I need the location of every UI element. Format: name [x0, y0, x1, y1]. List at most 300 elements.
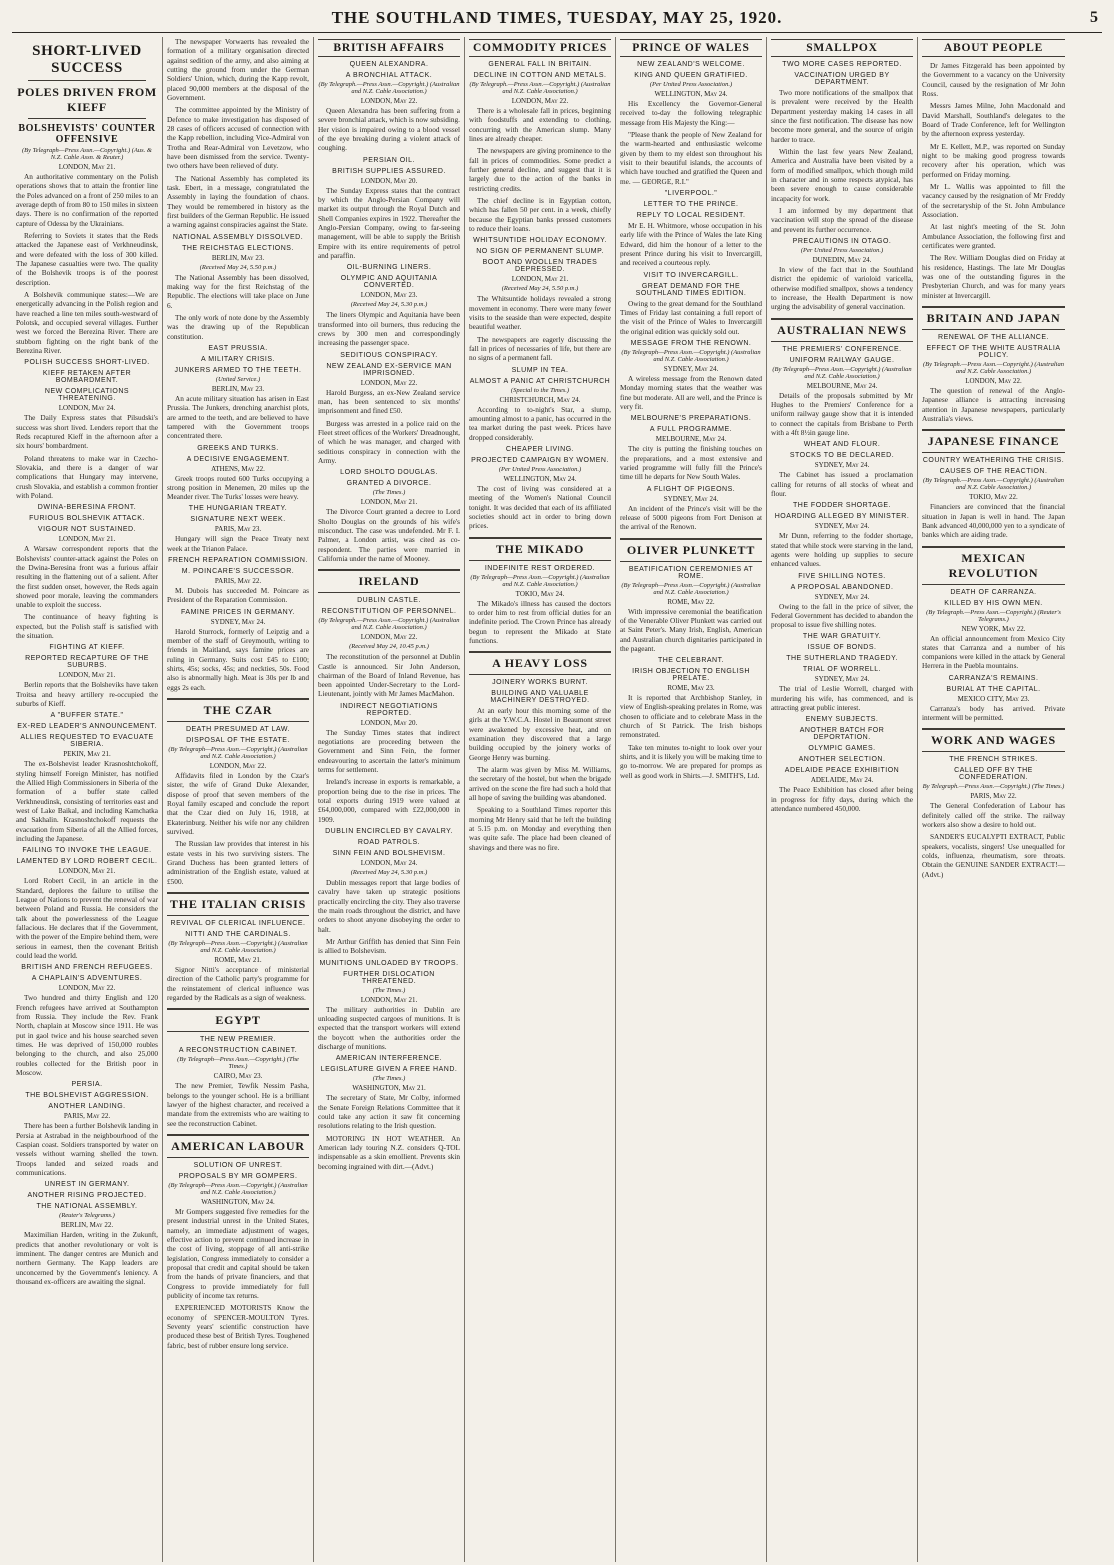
dateline: LONDON, May 23.: [360, 291, 418, 300]
article-paragraph: At an early hour this morning some of the girls at the Y.W.C.A. Hostel in Beaumont street were awakened by excessive heat, and on examination they discovered that a large building occupied by the joinery works of George Henry was burning.: [469, 706, 611, 762]
dateline: SYDNEY, May 24.: [663, 364, 719, 373]
headline: BOLSHEVISTS' COUNTER OFFENSIVE: [18, 123, 156, 145]
subheading: ANOTHER RISING PROJECTED.: [27, 1192, 147, 1200]
wire-credit: (Reuter's Telegrams.): [59, 1212, 115, 1220]
dateline: SYDNEY, May 24.: [814, 592, 870, 601]
section-heading: A HEAVY LOSS: [469, 651, 611, 675]
subheading: ENEMY SUBJECTS.: [805, 716, 879, 724]
subheading: THE WAR GRATUITY.: [802, 633, 882, 641]
subheading: DEATH PRESUMED AT LAW.: [185, 726, 291, 734]
dateline: PARIS, May 22.: [214, 577, 262, 586]
dateline: TOKIO, May 22.: [969, 493, 1018, 502]
subheading: COUNTRY WEATHERING THE CRISIS.: [922, 457, 1065, 465]
article-paragraph: The reconstitution of the personnel at Dublin Castle is announced. Sir John Anderson, chairman of the Board of Inland Revenue, has been appointed Under-Secretary to the Lord-Lieutenant, jointly with Mr James MacMahon.: [318, 652, 460, 699]
section-heading: AUSTRALIAN NEWS: [771, 318, 913, 342]
article-paragraph: The secretary of State, Mr Colby, informed the Senate Foreign Relations Committee that it could take any action it saw fit concerning resolutions relating to the Irish question.: [318, 1093, 460, 1131]
subheading: NEW ZEALAND EX-SERVICE MAN IMPRISONED.: [326, 362, 452, 377]
subheading: EFFECT OF THE WHITE AUSTRALIA POLICY.: [926, 344, 1061, 359]
subheading: PERSIAN OIL.: [363, 156, 415, 164]
article-paragraph: The committee appointed by the Ministry of Defence to make investigation has disposed of 28 cases of officers accused of connection with the Kapp rebellion, including Vice-Admiral von Trotha and Rear-Admiral von Levetzow, who have been dismissed from the service. Twenty-two others have been relieved of duty.: [167, 105, 309, 171]
subheading: UNREST IN GERMANY.: [44, 1181, 130, 1189]
subheading: RECONSTITUTION OF PERSONNEL.: [321, 608, 457, 616]
dateline: NEW YORK, May 22.: [961, 624, 1026, 633]
article-paragraph: With impressive ceremonial the beatification of the Venerable Oliver Plunkett was carried out at Saint Peter's. Many Irish, English, American and Australian church dignitaries participated in the pageant.: [620, 606, 762, 653]
subheading: TRIAL OF WORRELL.: [802, 666, 882, 674]
subheading: ROAD PATROLS.: [357, 839, 421, 847]
subheading: TWO MORE CASES REPORTED.: [782, 61, 902, 68]
article-paragraph: The Mikado's illness has caused the doctors to order him to rest from official duties for an indefinite period. The Crown Prince has already begun to represent the Mikado at State functions.: [469, 598, 611, 645]
article-paragraph: Mr Gompers suggested five remedies for the present industrial unrest in the United States, namely, an immediate adjustment of wages, effective action to prevent continued increase in the cost of living, stoppage of all anti-strike legislation, Congress immediately to consider a proposal that credit and capital should be taken from the hands of private financiers, and that Congress to provide immediately for full publicity of income tax returns.: [167, 1206, 309, 1300]
article-paragraph: The General Confederation of Labour has definitely called off the strike. The railway workers also show a desire to hold out.: [922, 801, 1065, 830]
section-heading: ABOUT PEOPLE: [922, 39, 1065, 57]
dateline: LONDON, May 24.: [58, 404, 116, 413]
article-paragraph: Within the last few years New Zealand, America and Australia have been visited by a form of modified smallpox, which though mild in character and in some respects atypical, has been severe enough to cause considerable incapacity for work.: [771, 146, 913, 203]
dateline: DUNEDIN, May 24.: [812, 255, 872, 264]
dateline: WELLINGTON, May 24.: [654, 90, 728, 98]
headline: SHORT-LIVED SUCCESS: [32, 43, 142, 76]
article-paragraph: An authoritative commentary on the Polish operations shows that to attain the frontier line the Poles advanced on a front of 250 miles to an average depth of from 80 to 150 miles in sixteen days. There is no confirmation of the reported capture of Odessa by the Ukrainians.: [16, 172, 158, 228]
article-paragraph: The military authorities in Dublin are unloading suspected cargoes of munitions. It is expected that the transport workers will extend the boycott when the authorities order the discharge of munitions.: [318, 1004, 460, 1052]
article-paragraph: The Cabinet has issued a proclamation calling for returns of all stocks of wheat and flour.: [771, 470, 913, 498]
dateline: BERLIN, May 23.: [211, 384, 265, 393]
dateline: TOKIO, May 24.: [515, 589, 565, 598]
subheading: INDEFINITE REST ORDERED.: [484, 564, 596, 572]
subheading: A MILITARY CRISIS.: [201, 355, 275, 363]
column-3: [314, 37, 465, 1562]
subheading: INDIRECT NEGOTIATIONS REPORTED.: [340, 702, 438, 717]
dateline: ROME, May 21.: [214, 956, 262, 965]
subheading: A PROPOSAL ABANDONED.: [790, 583, 894, 591]
advertisement: MOTORING IN HOT WEATHER. An American lady touring N.Z. considers Q-TOL indispensable as a skin emollient. Prevents skin becoming ingrained with dirt.—(Advt.): [318, 1133, 460, 1171]
section-heading: WORK AND WAGES: [922, 728, 1065, 752]
subheading: PROPOSALS BY MR GOMPERS.: [178, 1172, 298, 1180]
subheading: THE REICHSTAG ELECTIONS.: [182, 244, 294, 252]
wire-credit: (Per United Press Association.): [498, 465, 582, 473]
article-paragraph: Owing to the fall in the price of silver, the Federal Government has decided to abandon the proposal to issue five shilling notes.: [771, 601, 913, 630]
subheading: ALMOST A PANIC AT CHRISTCHURCH: [469, 377, 611, 385]
subheading: RENEWAL OF THE ALLIANCE.: [938, 333, 1049, 341]
dateline: SYDNEY, May 24.: [663, 494, 719, 503]
article-paragraph: The continuance of heavy fighting is expected, but the Polish staff is satisfied with the situation.: [16, 612, 158, 641]
article-paragraph: Speaking to a Southland Times reporter this morning Mr Henry said that he left the building at 5.15 p.m. on Monday and everything then was quite safe. The place had been cleaned of shavings and there was no fire.: [469, 805, 611, 852]
article-paragraph: Carranza's body has arrived. Private interment will be permitted.: [922, 703, 1065, 723]
article-paragraph: Dr James Fitzgerald has been appointed by the Government to a vacancy on the University Council, caused by the resignation of Mr John Ross.: [922, 61, 1065, 98]
section-heading: THE ITALIAN CRISIS: [167, 892, 309, 916]
subheading: BOOT AND WOOLLEN TRADES DEPRESSED.: [482, 259, 598, 274]
article-paragraph: Details of the proposals submitted by Mr Hughes to the Premiers' Conference for a uniform railway gauge show that it is intended to connect the capitals from Brisbane to Perth with a 4ft 8½in gauge line.: [771, 390, 913, 437]
subheading: SOLUTION OF UNREST.: [193, 1161, 283, 1169]
section-heading: THE CZAR: [167, 698, 309, 722]
article-paragraph: The National Assembly has completed its task. Ebert, in a message, congratulated the Assembly in laying the foundation of chaos. They would be remembered in history as the first builders of the German Republic. He issued a warning against conspiracies against the State.: [167, 173, 309, 230]
wire-credit: (Received May 24, 10.45 p.m.): [349, 643, 429, 651]
dateline: LONDON, May 22.: [360, 633, 418, 642]
column-4: [465, 37, 616, 1562]
subheading: A DECISIVE ENGAGEMENT.: [186, 455, 290, 463]
subheading: GRANTED A DIVORCE.: [346, 480, 432, 488]
subheading: EAST PRUSSIA.: [208, 344, 268, 352]
dateline: WASHINGTON, May 21.: [352, 1084, 426, 1093]
article-paragraph: It is reported that Archbishop Stanley, in view of English-speaking prelates in Rome, was chosen to officiate and to celebrate Mass in the church of St Patrick. The Irish bishops remonstrated.: [620, 693, 762, 740]
subheading: QUEEN ALEXANDRA.: [349, 61, 429, 68]
dateline: LONDON, May 21.: [58, 867, 116, 876]
subheading: STOCKS TO BE DECLARED.: [789, 452, 895, 460]
subheading: NEW ZEALAND'S WELCOME.: [637, 61, 745, 68]
subheading: FURTHER DISLOCATION THREATENED.: [343, 970, 435, 985]
subheading: FIGHTING AT KIEFF.: [49, 644, 125, 652]
article-paragraph: In view of the fact that in the Southland district the epidemic of varioloid varicella, otherwise modified smallpox, shows a tendency to increase, the Health Department is now urging the advisability of general vaccination.: [771, 264, 913, 312]
subheading: PERSIA.: [71, 1081, 103, 1089]
wire-credit: (The Times.): [372, 986, 406, 994]
subheading: THE HUNGARIAN TREATY.: [188, 505, 288, 513]
dateline: CAIRO, May 23.: [213, 1072, 263, 1081]
article-paragraph: Lord Robert Cecil, in an article in the Standard, deplores the failure to utilise the League of Nations to prevent the renewal of war between Poland and Russia. He considers the talk about the powerlessness of the League fallacious. He declares that if the Government, with the power of the Empire behind them, were serious in earnest, then the covenant British could lead the world.: [16, 876, 158, 961]
article-paragraph: Hungary will sign the Peace Treaty next week at the Trianon Palace.: [167, 534, 309, 553]
subheading: AMERICAN INTERFERENCE.: [335, 1055, 443, 1063]
column-6: [767, 37, 918, 1562]
subheading: THE PREMIERS' CONFERENCE.: [782, 345, 902, 353]
dateline: PARIS, May 23.: [214, 525, 262, 534]
dateline: CHRISTCHURCH, May 24.: [499, 395, 581, 404]
article-paragraph: The only work of note done by the Assembly was the drawing up of the Republican constitution.: [167, 312, 309, 341]
subheading: ADELAIDE PEACE EXHIBITION: [784, 767, 900, 775]
dateline: WELLINGTON, May 24.: [503, 474, 577, 483]
page-number: 5: [1090, 9, 1098, 26]
subheading: JOINERY WORKS BURNT.: [492, 679, 588, 687]
article-paragraph: "Please thank the people of New Zealand for the warm-hearted and enthusiastic welcome given by them to my eldest son throughout his visit to their beautiful islands, the accounts of which have touched and gratified the Queen and me. — GEORGE, R.I.": [620, 129, 762, 186]
article-paragraph: The Whitsuntide holidays revealed a strong movement in economy. There were many fewer visits to the seaside than were expected, despite beautiful weather.: [469, 294, 611, 332]
wire-credit: (By Telegraph—Press Assn.—Copyright.) (Australian and N.Z. Cable Association.): [470, 573, 610, 588]
section-heading: IRELAND: [318, 569, 460, 593]
wire-credit: (By Telegraph—Press Assn.—Copyright.) (The Times.): [177, 1056, 299, 1071]
subheading: THE SUTHERLAND TRAGEDY.: [786, 655, 898, 663]
subheading: ANOTHER SELECTION.: [798, 756, 886, 764]
dateline: LONDON, May 22.: [360, 97, 418, 105]
wire-credit: By Telegraph.—Press Assn.—Copyright.) (The Times.): [922, 783, 1065, 791]
section-heading: EGYPT: [167, 1008, 309, 1032]
article-paragraph: Two more notifications of the smallpox that is prevalent were received by the Health Department yesterday making 14 cases in all since the first notification. The disease has now become more general, and the source of origin harder to trace.: [771, 88, 913, 144]
subheading: THE FODDER SHORTAGE.: [792, 502, 892, 510]
subheading: A BRONCHIAL ATTACK.: [345, 72, 433, 79]
subheading: REPORTED RECAPTURE OF THE SUBURBS.: [25, 655, 149, 670]
dateline: SYDNEY, May 24.: [814, 461, 870, 470]
dateline: LONDON, May 22.: [209, 762, 267, 771]
article-paragraph: According to to-night's Star, a slump, amounting almost to a panic, has occurred in the tea market during the past week. Prices have dropped considerably.: [469, 404, 611, 442]
subheading: BRITISH SUPPLIES ASSURED.: [332, 167, 446, 175]
subheading: WHITSUNTIDE HOLIDAY ECONOMY.: [473, 237, 607, 245]
advertisement: SANDER'S EUCALYPTI EXTRACT, Public speakers, vocalists, singers! Use unequalled for colds, influenza, rheumatism, sore throats. Obtain the GENUINE SANDER EXTRACT!—(Advt.): [922, 832, 1065, 879]
article-paragraph: The trial of Leslie Worrell, charged with murdering his wife, has commenced, and is attracting great public interest.: [771, 684, 913, 713]
article-paragraph: The cost of living was considered at a meeting of the Women's National Council tonight. It was decided that each of its affiliated societies should act in order to bring down prices.: [469, 483, 611, 531]
subheading: MELBOURNE'S PREPARATIONS.: [630, 415, 752, 423]
subheading: JUNKERS ARMED TO THE TEETH.: [174, 366, 302, 374]
columns: [12, 37, 1102, 1562]
subheading: THE FRENCH STRIKES.: [949, 756, 1038, 764]
subheading: DWINA-BERESINA FRONT.: [37, 504, 137, 512]
column-2: [163, 37, 314, 1562]
dateline: BERLIN, May 23.: [211, 253, 265, 262]
section-heading: THE MIKADO: [469, 537, 611, 561]
dateline: MELBOURNE, May 24.: [806, 381, 878, 390]
section-heading: AMERICAN LABOUR: [167, 1134, 309, 1158]
subheading: DISPOSAL OF THE ESTATE.: [186, 737, 290, 745]
article-paragraph: The alarm was given by Miss M. Williams, the secretary of the hostel, but when the brigade arrived on the scene the fire had such a hold that all hope of saving the building was abandoned.: [469, 765, 611, 803]
subheading: FAMINE PRICES IN GERMANY.: [181, 608, 295, 616]
section-heading: JAPANESE FINANCE: [922, 429, 1065, 453]
subheading: THE NATIONAL ASSEMBLY.: [36, 1203, 138, 1211]
headline: POLES DRIVEN FROM KIEFF: [17, 85, 157, 114]
subheading: LETTER TO THE PRINCE.: [643, 200, 739, 208]
subheading: VISIT TO INVERCARGILL.: [643, 271, 739, 279]
article-paragraph: A Bolshevik communique states:—We are energetically advancing in the Polish region and have reached a line ten miles south-westward of Polotsk, and occupied several villages. Further west we forced the Berezina River. There are stubborn fighting on the right bank of the Berezina River.: [16, 289, 158, 355]
wire-credit: (By Telegraph.—Press Assn.—Copyright.) (Australian and N.Z. Cable Association.): [923, 360, 1064, 375]
wire-credit: (By Telegraph—Press Assn.—Copyright.) (Aus. & N.Z. Cable Assn. & Reuter.): [22, 147, 152, 161]
subheading: IRISH OBJECTION TO ENGLISH PRELATE.: [632, 668, 750, 683]
subheading: "LIVERPOOL.": [664, 189, 718, 197]
subheading: LORD SHOLTO DOUGLAS.: [340, 469, 438, 477]
article-paragraph: Mr Arthur Griffith has denied that Sinn Fein is allied to Bolshevism.: [318, 937, 460, 956]
article-paragraph: Messrs James Milne, John Macdonald and David Marshall, Southland's delegates to the Board of Trade Conference, left for Wellington by the afternoon express yesterday.: [922, 101, 1065, 139]
article-paragraph: The liners Olympic and Aquitania have been transformed into oil burners, thus reducing the crews by 300 men and correspondingly increasing the passenger space.: [318, 310, 460, 348]
dateline: SYDNEY, May 24.: [814, 675, 870, 684]
subheading: MUNITIONS UNLOADED BY TROOPS.: [319, 959, 459, 967]
article-paragraph: The Russian law provides that interest in his estate vests in his two surviving sisters. The Grand Duchess has been granted letters of administration of the English estate, valued at £500.: [167, 839, 309, 886]
subheading: REPLY TO LOCAL RESIDENT.: [636, 211, 746, 219]
subheading: SIGNATURE NEXT WEEK.: [190, 516, 286, 524]
subheading: A RECONSTRUCTION CABINET.: [178, 1047, 298, 1055]
article-paragraph: At last night's meeting of the St. John Ambulance Association, the following first and certificates were granted.: [922, 222, 1065, 250]
article-paragraph: The Peace Exhibition has closed after being in progress for fifty days, during which the attendance numbered 450,000.: [771, 785, 913, 814]
subheading: A FULL PROGRAMME.: [649, 426, 733, 434]
article-paragraph: Referring to Soviets it states that the Reds attacked the Japanese east of Verkhneudinsk, and were defeated with the loss of 300 killed. The Japanese casualties were two. The quality of the Bolshevik troops is of the poorest description.: [16, 230, 158, 287]
subheading: FRENCH REPARATION COMMISSION.: [168, 557, 308, 565]
subheading: BRITISH AND FRENCH REFUGEES.: [21, 964, 153, 972]
dateline: LONDON, May 21.: [58, 163, 116, 171]
dateline: SYDNEY, May 24.: [210, 617, 266, 626]
article-paragraph: Mr E. Kellett, M.P., was reported on Sunday night to be making good progress towards recovery after his operation, which was performed on Friday morning.: [922, 141, 1065, 179]
subheading: VIGOUR NOT SUSTAINED.: [37, 526, 137, 534]
dateline: LONDON, May 21.: [58, 535, 116, 544]
article-paragraph: Poland threatens to make war in Czecho-Slovakia, and there is a danger of war complications that Hungary may intervene, crush Slovakia, and establish a common frontier with Poland.: [16, 453, 158, 500]
column-7: [918, 37, 1069, 1562]
article-paragraph: Two hundred and thirty English and 120 French refugees have arrived at Southampton from Russia. They include the Rev. Frank North, chaplain at Moscow since 1911. He was put in gaol twice and his house searched seven times. He was deprived of 150,000 roubles belonging to the church, and also 25,000 roubles collected for the British poor in Moscow.: [16, 993, 158, 1077]
column-5: [616, 37, 767, 1562]
wire-credit: (Special to the Times.): [510, 386, 570, 394]
article-paragraph: Greek troops routed 600 Turks occupying a strong position in Menemen, 20 miles up the Meander river. The Turks' losses were heavy.: [167, 473, 309, 502]
subheading: KING AND QUEEN GRATIFIED.: [634, 72, 748, 79]
article-paragraph: Queen Alexandra has been suffering from a severe bronchial attack, which is now subsiding. Her vision is impaired owing to a blood vessel of the eye breaking during a violent attack of coughing.: [318, 106, 460, 153]
subheading: HOARDING ALLEGED BY MINISTER.: [774, 513, 910, 521]
subheading: DEATH OF CARRANZA.: [950, 588, 1037, 596]
dateline: LONDON, May 20.: [360, 718, 418, 727]
subheading: EX-RED LEADER'S ANNOUNCEMENT.: [17, 723, 157, 731]
subheading: M. POINCARE'S SUCCESSOR.: [181, 568, 295, 576]
wire-credit: (By Telegraph—Press Assn.—Copyright.) (Australian and N.Z. Cable Association.): [772, 365, 912, 380]
wire-credit: (Per United Press Association.): [649, 81, 733, 88]
dateline: BERLIN, May 22.: [60, 1221, 114, 1230]
subheading: LEGISLATURE GIVEN A FREE HAND.: [320, 1066, 458, 1074]
subheading: POLISH SUCCESS SHORT-LIVED.: [24, 359, 150, 367]
article-paragraph: Mr Dunn, referring to the fodder shortage, stated that while stock were starving in the land, agents were holding up supplies to secure enhanced values.: [771, 531, 913, 569]
subheading: A FLIGHT OF PIGEONS.: [646, 485, 736, 493]
subheading: FURIOUS BOLSHEVIK ATTACK.: [29, 515, 145, 523]
dateline: ROME, May 23.: [667, 684, 715, 693]
subheading: VACCINATION URGED BY DEPARTMENT.: [794, 72, 890, 86]
subheading: THE BOLSHEVIST AGGRESSION.: [25, 1092, 149, 1100]
article-paragraph: Affidavits filed in London by the Czar's sister, the wife of Grand Duke Alexander, dispose of proof that seven members of the Royal family escaped and conclude the report that the Czar died on July 16, 1918, at Ekaterinburg. Neither his wife nor any children survived.: [167, 771, 309, 837]
subheading: OLYMPIC GAMES.: [808, 745, 876, 753]
article-paragraph: Berlin reports that the Bolsheviks have taken Troitsa and heavy artillery re-occupied the suburbs of Kieff.: [16, 680, 158, 709]
section-heading: COMMODITY PRICES: [469, 39, 611, 57]
wire-credit: (By Telegraph—Press Assn.—Copyright.) (Australian and N.Z. Cable Association.): [168, 940, 308, 955]
wire-credit: (By Telegraph—Press Assn.—Copyright.) (Australian and N.Z. Cable Association.): [168, 746, 308, 761]
section-heading: BRITAIN AND JAPAN: [922, 306, 1065, 330]
subheading: CARRANZA'S REMAINS.: [948, 674, 1039, 682]
dateline: LONDON, May 21.: [511, 275, 569, 284]
section-heading: SMALLPOX: [771, 39, 913, 57]
subheading: GENERAL FALL IN BRITAIN.: [488, 61, 592, 68]
section-heading: MEXICAN REVOLUTION: [922, 546, 1065, 585]
wire-credit: (The Times.): [372, 489, 406, 497]
subheading: OLYMPIC AND AQUITANIA CONVERTED.: [340, 275, 438, 290]
subheading: CHEAPER LIVING.: [505, 445, 575, 453]
article-paragraph: Financiers are convinced that the financial situation in Japan is well in hand. The Japan Bank advanced 40,000,000 yen to a syndicate of banks which are aiding trade.: [922, 502, 1065, 540]
dateline: MEXICO CITY, May 23.: [957, 694, 1030, 703]
section-heading: BRITISH AFFAIRS: [318, 39, 460, 57]
article-paragraph: A wireless message from the Renown dated Monday morning states that the weather was fine but moderate. All are well, and the Prince is very fit.: [620, 373, 762, 411]
dateline: LONDON, May 21.: [360, 995, 418, 1004]
dateline: LONDON, May 21.: [58, 671, 116, 680]
subheading: ANOTHER BATCH FOR DEPORTATION.: [799, 727, 885, 742]
dateline: LONDON, May 21.: [360, 498, 418, 507]
wire-credit: (Received May 24, 5.50 p.m.): [501, 285, 579, 293]
subheading: A "BUFFER STATE.": [50, 712, 124, 720]
dateline: LONDON, May 22.: [511, 97, 569, 105]
article-paragraph: The new Premier, Tewfik Nessim Pasha, belongs to the younger school. He is a brilliant lawyer of the highest character, and received a mandate from the extremists who are waiting to see the reconstruction Cabinet.: [167, 1081, 309, 1128]
subheading: GREEKS AND TURKS.: [197, 444, 279, 452]
subheading: NEW COMPLICATIONS THREATENING.: [44, 388, 130, 403]
advertisement: Take ten minutes to-night to look over your shirts, and it is likely you will be making time to go to-morrow. We are prepared for promps as well as good work in Shirts.—J. SMITH'S, Ltd.: [620, 742, 762, 780]
subheading: WHEAT AND FLOUR.: [803, 441, 881, 449]
wire-credit: (The Times.): [372, 1075, 406, 1083]
wire-credit: (Received May 24, 5.30 p.m.): [350, 869, 428, 877]
article-paragraph: The Sunday Express states that the contract by which the Anglo-Persian Company will market its output through the Royal Dutch and Shell Companies expires in 1922. Thereafter the Anglo-Persian Company, owing to far-seeing management, will be able to supply the British Empire with its entire requirements of petrol and paraffin.: [318, 185, 460, 260]
article-paragraph: The question of renewal of the Anglo-Japanese alliance is attracting increasing attention in Japanese newspapers, particularly Australia's views.: [922, 385, 1065, 423]
subheading: BEATIFICATION CEREMONIES AT ROME.: [628, 565, 754, 580]
wire-credit: (By Telegraph.—Press Assn.—Copyright.) (Australian and N.Z. Cable Association.): [923, 477, 1064, 492]
subheading: SINN FEIN AND BOLSHEVISM.: [332, 850, 446, 858]
masthead: [12, 4, 1102, 33]
subheading: DECLINE IN COTTON AND METALS.: [473, 72, 607, 79]
wire-credit: (United Service.): [215, 375, 261, 383]
wire-credit: (By Telegraph.—Press Assn.—Copyright.) (Australian and N.Z. Cable Association.): [318, 617, 460, 632]
subheading: PROJECTED CAMPAIGN BY WOMEN.: [471, 456, 609, 464]
article-paragraph: M. Dubois has succeeded M. Poincare as President of the Reparation Commission.: [167, 586, 309, 605]
article-paragraph: Dublin messages report that large bodies of cavalry have taken up strategic positions practically encircling the city. They also traverse the main roads throughout the district, and have orders to shoot anyone disobeying the order to halt.: [318, 878, 460, 934]
article-paragraph: Ireland's increase in exports is remarkable, a proportion being due to the rise in prices. The total exports during 1919 were valued at £64,000,000, compared with £22,000,000 in 1909.: [318, 777, 460, 824]
wire-credit: (By Telegraph—Press Assn.—Copyright.) (Australian and N.Z. Cable Association.): [621, 348, 761, 363]
article-paragraph: The newspaper Vorwaerts has revealed the formation of a military organisation directed against sedition of the army, and also aiming at cutting the ground from under the German Soldiers' Union, which, during the Kapp revolt, placed 90,000 members at the disposal of the Government.: [167, 37, 309, 102]
dateline: ATHENS, May 22.: [211, 464, 265, 473]
subheading: KILLED BY HIS OWN MEN.: [944, 599, 1043, 607]
dateline: LONDON, May 22.: [965, 376, 1022, 385]
article-paragraph: Owing to the great demand for the Southland Times of Friday last containing a full report of the visit of the Prince of Wales to Invercargill the original edition was quickly sold out.: [620, 298, 762, 336]
dateline: LONDON, May 24.: [360, 859, 418, 868]
subheading: CAUSES OF THE REACTION.: [939, 468, 1048, 476]
subheading: DUBLIN ENCIRCLED BY CAVALRY.: [325, 828, 453, 836]
subheading: OIL-BURNING LINERS.: [346, 264, 432, 272]
wire-credit: (By Telegraph.—Press Assn.—Copyright.) (Australian and N.Z. Cable Association.): [469, 81, 611, 95]
section-heading: PRINCE OF WALES: [620, 39, 762, 57]
subheading: MESSAGE FROM THE RENOWN.: [630, 339, 752, 347]
masthead-title: THE SOUTHLAND TIMES, TUESDAY, MAY 25, 1920.: [331, 8, 783, 27]
subheading: ALLIES REQUESTED TO EVACUATE SIBERIA.: [20, 734, 154, 749]
article-paragraph: The Daily Express states that Pilsudski's success was short lived. Lenders report that the Reds recaptured Kieff in the afternoon after a six hours' bombardment.: [16, 413, 158, 451]
subheading: THE CELEBRANT.: [657, 657, 725, 665]
article-paragraph: The newspapers are eagerly discussing the fall in prices of necessaries of life, but there are no signs of a permanent fall.: [469, 334, 611, 363]
subheading: NATIONAL ASSEMBLY DISSOLVED.: [172, 233, 304, 241]
dateline: PARIS, May 22.: [970, 792, 1017, 801]
subheading: ISSUE OF BONDS.: [807, 644, 877, 652]
subheading: NO SIGN OF PERMANENT SLUMP.: [476, 248, 604, 256]
wire-credit: (Received May 24, 5.30 p.m.): [350, 301, 428, 309]
subheading: SEDITIOUS CONSPIRACY.: [340, 351, 438, 359]
wire-credit: (Per United Press Association.): [800, 246, 884, 254]
article-paragraph: Harold Sturrock, formerly of Leipzig and a member of the staff of Greymouth, writing to friends in Maitland, says famine prices are ruling in Germany. Suits cost £45 to £100; shirts, 45s; socks, 45s; and neckties, 50s. Food also is abnormally high. Meat is 30s per lb and eggs 2s each.: [167, 626, 309, 692]
subheading: UNIFORM RAILWAY GAUGE.: [789, 356, 895, 364]
dateline: ADELAIDE, May 24.: [810, 776, 874, 785]
article-paragraph: The Sunday Times states that indirect negotiations are proceeding between the Government and Sinn Fein, the former endeavouring to ascertain the latter's minimum terms for settlement.: [318, 727, 460, 775]
wire-credit: (By Telegraph.—Press Assn.—Copyright.) (Australian and N.Z. Cable Association.): [318, 81, 460, 95]
article-paragraph: A Warsaw correspondent reports that the Bolshevists' counter-attack against the Poles on the Dwina-Beresina front was a furious affair resulting in the flattening out of a salient. After the first sudden onset, however, the Reds again showed poor morale, leaving the commanders unable to exploit the success.: [16, 544, 158, 610]
subheading: GREAT DEMAND FOR THE SOUTHLAND TIMES EDITION.: [635, 282, 747, 297]
subheading: DUBLIN CASTLE.: [357, 597, 421, 605]
article-paragraph: An acute military situation has arisen in East Prussia. The Junkers, drenching anarchist plots, are armed to the teeth, and are believed to have tampered with the Government troops concentrated there.: [167, 393, 309, 441]
subheading: BUILDING AND VALUABLE MACHINERY DESTROYED.: [490, 690, 590, 705]
article-paragraph: The chief decline is in Egyptian cotton, which has fallen 50 per cent. in a week, chiefly because the Egyptian banks pressed customers to reduce their loans.: [469, 195, 611, 233]
article-paragraph: There is a wholesale fall in prices, beginning with foodstuffs and extending to clothing, concurring with the American slump. Many lines are already cheaper.: [469, 106, 611, 143]
article-paragraph: The Divorce Court granted a decree to Lord Sholto Douglas on the grounds of his wife's misconduct. The case was undefended. Mr F. I. Palmer, a London artist, was cited as co-respondent. The parties were married in California under the name of Mooney.: [318, 507, 460, 563]
subheading: REVIVAL OF CLERICAL INFLUENCE.: [170, 920, 306, 928]
dateline: WASHINGTON, May 24.: [201, 1197, 275, 1206]
wire-credit: (By Telegraph.—Press Assn.—Copyright.) (Reuter's Telegrams.): [926, 608, 1061, 623]
article-paragraph: Signor Nitti's acceptance of ministerial direction of the Catholic party's programme for the reinstatement of clerical influence was regarded by the Radicals as a sign of weakness.: [167, 965, 309, 1003]
dateline: SYDNEY, May 24.: [814, 522, 870, 531]
dateline: LONDON, May 22.: [58, 984, 116, 993]
dateline: MELBOURNE, May 24.: [655, 435, 727, 444]
subheading: BURIAL AT THE CAPITAL.: [946, 685, 1041, 693]
subheading: SLUMP IN TEA.: [511, 366, 569, 374]
article-paragraph: The newspapers are giving prominence to the fall in prices of commodities. Some predict a further general decline, and suggest that it is largely due to the action of the banks in restricting credits.: [469, 146, 611, 193]
article-paragraph: Burgess was arrested in a police raid on the Fleet street offices of the Workers' Dreadnought, of which he was manager, and charged with seditious conspiracy in connection with the Army.: [318, 418, 460, 465]
article-paragraph: I am informed by my department that vaccination will stop the spread of the disease and prevent its further occurrence.: [771, 205, 913, 234]
article-paragraph: There has been a further Bolshevik landing in Persia at Astrabad in the neighbourhood of the Caspian coast. Soldiers transported by water on vessels without warning shelled the town. Troops landed and seized roads and communications.: [16, 1121, 158, 1177]
article-paragraph: Mr E. H. Whitmore, whose occupation in his early life with the Prince of Wales the late King Edward, did him the honour of a letter to the present Prince during his visit to Invercargill, and received a courteous reply.: [620, 220, 762, 268]
article-paragraph: Mr L. Wallis was appointed to fill the vacancy caused by the resignation of Mr Freddy of the secretaryship of the St. John Ambulance Association.: [922, 181, 1065, 219]
subheading: NITTI AND THE CARDINALS.: [185, 931, 291, 939]
section-heading: OLIVER PLUNKETT: [620, 538, 762, 562]
wire-credit: (By Telegraph—Press Assn.—Copyright.) (Australian and N.Z. Cable Association.): [168, 1181, 308, 1196]
dateline: ROME, May 22.: [667, 597, 715, 606]
article-paragraph: Harold Burgess, an ex-New Zealand service man, has been sentenced to six months' imprisonment and fined £50.: [318, 387, 460, 416]
advertisement: EXPERIENCED MOTORISTS Know the economy of SPENCER-MOULTON Tyres. Seventy years' scientific construction have produced these best of British Tyres. Toughened fabric, best of rubber ensure long service.: [167, 1303, 309, 1350]
column-1: [12, 37, 163, 1562]
article-paragraph: An official announcement from Mexico City states that Carranza and a number of his companions were killed in the attack by General Herrera in the Puebla mountains.: [922, 633, 1065, 671]
article-paragraph: The ex-Bolshevist leader Krasnoshtchokoff, styling himself Foreign Minister, has notified the Allied High Commissioners in Siberia of the formation of a buffer state called Verkhneudinsk, consisting of territories east and west of Lake Baikal, and including Kamchatka and Sakhalin. Krasnoshtchokoff requests the evacuation from Siberia of all the Allied forces, including the Japanese.: [16, 759, 158, 844]
wire-credit: (By Telegraph—Press Assn.—Copyright.) (Australian and N.Z. Cable Association.): [621, 581, 761, 596]
article-paragraph: The Rev. William Douglas died on Friday at his residence, Hastings. The late Mr Douglas was one of the outstanding figures in the Presbyterian Church, and was for many years minister at Invercargill.: [922, 253, 1065, 300]
article-paragraph: An incident of the Prince's visit will be the release of 5000 pigeons from Fort Denison at the arrival of the Renown.: [620, 503, 762, 532]
dateline: PARIS, May 22.: [63, 1112, 111, 1121]
